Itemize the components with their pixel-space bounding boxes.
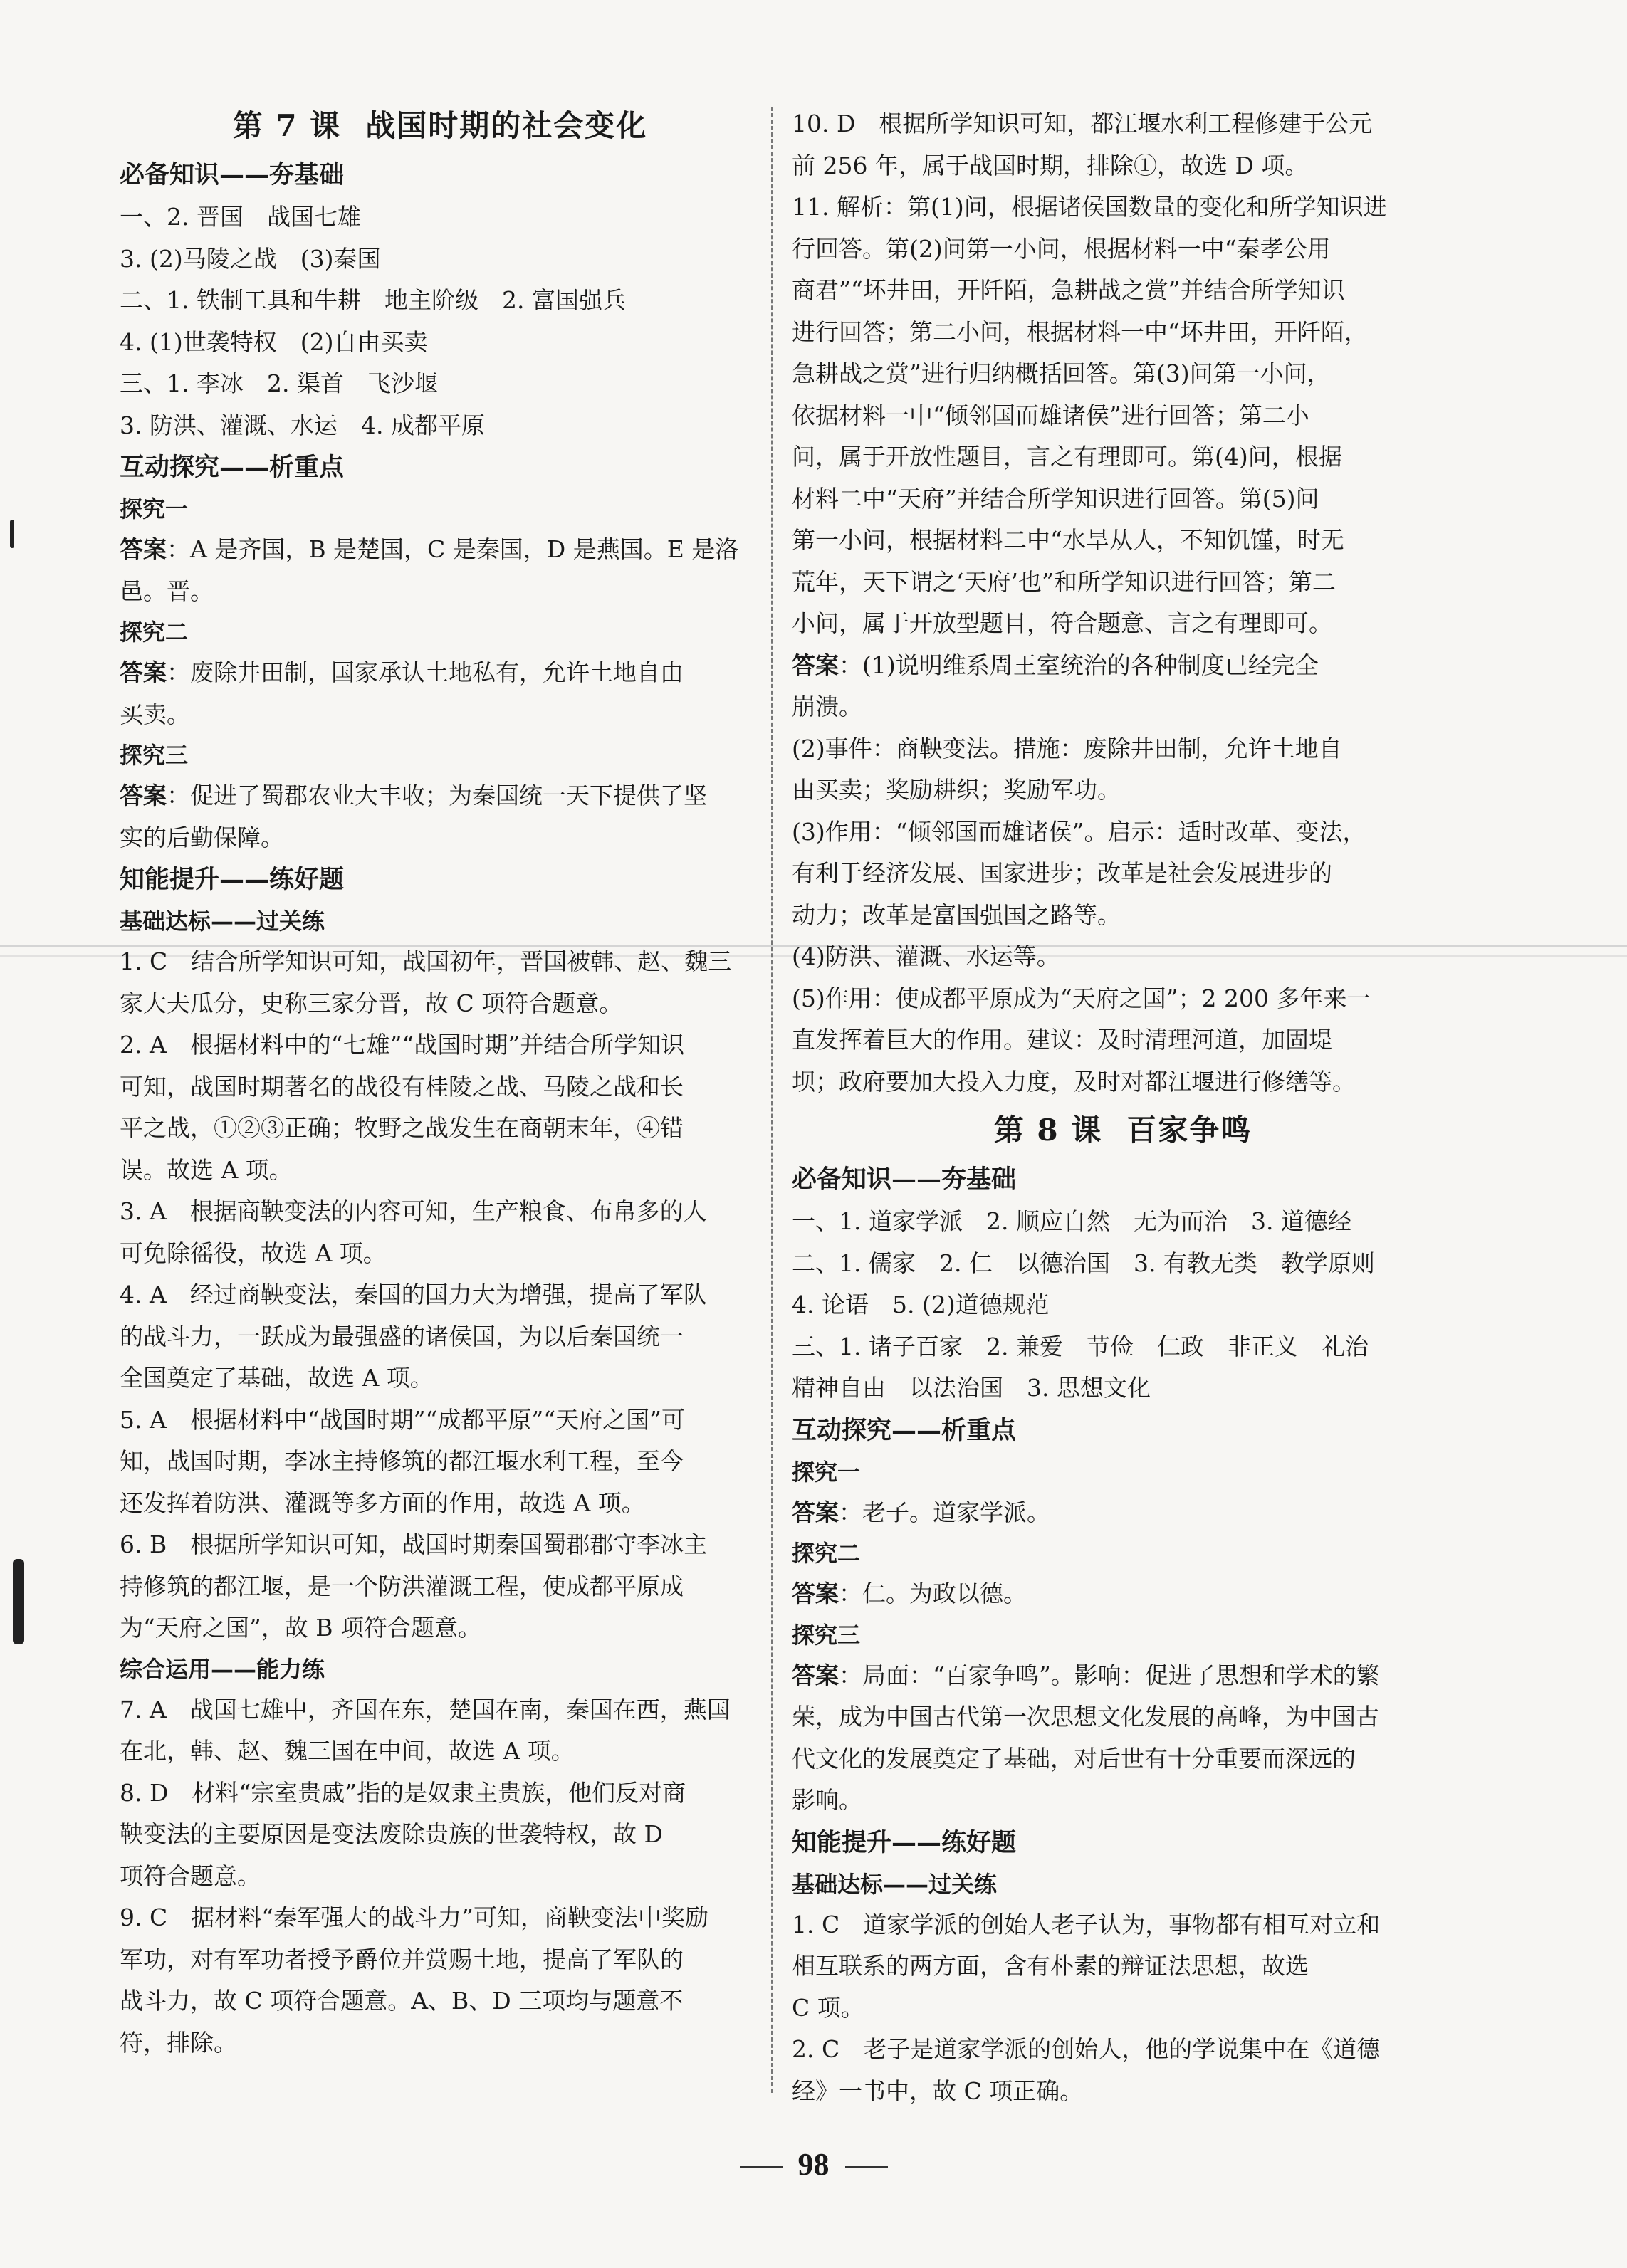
text-line: 代文化的发展奠定了基础，对后世有十分重要而深远的 xyxy=(792,1744,1356,1773)
text-line: 鞅变法的主要原因是变法废除贵族的世袭特权，故 D xyxy=(120,1820,663,1848)
page-number xyxy=(0,2146,1627,2183)
text-line: 精神自由 以法治国 3. 思想文化 xyxy=(792,1374,1151,1402)
column-divider xyxy=(771,107,773,2093)
text-line: 动力；改革是富国强国之路等。 xyxy=(792,901,1121,929)
text-line: 军功，对有军功者授予爵位并赏赐土地，提高了军队的 xyxy=(120,1945,684,1973)
answer-label: 答案 xyxy=(792,1580,839,1607)
text-line: 可知，战国时期著名的战役有桂陵之战、马陵之战和长 xyxy=(120,1072,684,1101)
text-line: 知，战国时期，李冰主持修筑的都江堰水利工程，至今 xyxy=(120,1447,684,1475)
text-line: 11. 解析：第(1)问，根据诸侯国数量的变化和所学知识进 xyxy=(792,193,1387,221)
text-line: (4)防洪、灌溉、水运等。 xyxy=(792,943,1060,970)
text-line: 坝；政府要加大投入力度，及时对都江堰进行修缮等。 xyxy=(792,1067,1356,1096)
text-line: 10. D 根据所学知识可知，都江堰水利工程修建于公元 xyxy=(792,110,1373,137)
text-line: 一、2. 晋国 战国七雄 xyxy=(120,203,361,231)
text-line: 二、1. 铁制工具和牛耕 地主阶级 2. 富国强兵 xyxy=(120,286,626,314)
subheading: 基础达标——过关练 xyxy=(120,908,325,935)
answer-line: 答案：仁。为政以德。 xyxy=(792,1580,1027,1607)
subheading: 探究三 xyxy=(120,742,189,769)
text-line: 可免除徭役，故选 A 项。 xyxy=(120,1239,387,1267)
section-heading: 知能提升——练好题 xyxy=(120,865,345,894)
text-line: C 项。 xyxy=(792,1993,864,2022)
left-column xyxy=(120,98,760,2064)
answer-line: 答案：促进了蜀郡农业大丰收；为秦国统一天下提供了坚 xyxy=(120,782,707,809)
text-line: 荒年，天下谓之‘天府’也”和所学知识进行回答；第二 xyxy=(792,567,1336,596)
binding-mark xyxy=(13,1559,24,1644)
lesson-7-title xyxy=(120,98,760,154)
text-line: 2. C 老子是道家学派的创始人，他的学说集中在《道德 xyxy=(792,2035,1381,2063)
text-line: 9. C 据材料“秦军强大的战斗力”可知，商鞅变法中奖励 xyxy=(120,1904,708,1931)
page-number-dash xyxy=(845,2166,888,2168)
text-line: 3. (2)马陵之战 (3)秦国 xyxy=(120,244,381,273)
text-line: (5)作用：使成都平原成为“天府之国”；2 200 多年来一 xyxy=(792,984,1371,1012)
text-line: 进行回答；第二小问，根据材料一中“坏井田，开阡陌， xyxy=(792,317,1368,346)
text-line: 1. C 道家学派的创始人老子认为，事物都有相互对立和 xyxy=(792,1910,1381,1938)
text-line: 买卖。 xyxy=(120,700,190,728)
text-line: 持修筑的都江堰，是一个防洪灌溉工程，使成都平原成 xyxy=(120,1572,684,1600)
answer-line: 答案：A 是齐国，B 是楚国，C 是秦国，D 是燕国。E 是洛 xyxy=(120,535,739,563)
text-line: 1. C 结合所学知识可知，战国初年，晋国被韩、赵、魏三 xyxy=(120,947,732,975)
text-line: 第一小问，根据材料二中“水旱从人，不知饥馑，时无 xyxy=(792,526,1344,554)
text-line: 7. A 战国七雄中，齐国在东，楚国在南，秦国在西，燕国 xyxy=(120,1695,731,1723)
text-line: 三、1. 诸子百家 2. 兼爱 节俭 仁政 非正义 礼治 xyxy=(792,1332,1369,1360)
lesson-8-title xyxy=(792,1103,1454,1158)
answer-line: 答案：局面：“百家争鸣”。影响：促进了思想和学术的繁 xyxy=(792,1661,1380,1689)
text-line: 8. D 材料“宗室贵戚”指的是奴隶主贵族，他们反对商 xyxy=(120,1778,686,1807)
answer-label: 答案 xyxy=(792,1498,839,1526)
section-heading: 必备知识——夯基础 xyxy=(120,160,345,189)
subheading: 综合运用——能力练 xyxy=(120,1655,325,1683)
text-line: 还发挥着防洪、灌溉等多方面的作用，故选 A 项。 xyxy=(120,1489,645,1517)
text-line: 误。故选 A 项。 xyxy=(120,1155,293,1184)
text-line: 4. 论语 5. (2)道德规范 xyxy=(792,1291,1050,1318)
answer-label: 答案 xyxy=(120,658,167,686)
answer-line: 答案：(1)说明维系周王室统治的各种制度已经完全 xyxy=(792,651,1319,679)
text-line: 有利于经济发展、国家进步；改革是社会发展进步的 xyxy=(792,859,1332,887)
subheading: 探究一 xyxy=(120,495,189,523)
lesson-name: 战国时期的社会变化 xyxy=(365,108,648,143)
text-line: 平之战，①②③正确；牧野之战发生在商朝末年，④错 xyxy=(120,1114,684,1142)
subheading: 基础达标——过关练 xyxy=(792,1870,998,1898)
text-line: 3. A 根据商鞅变法的内容可知，生产粮食、布帛多的人 xyxy=(120,1197,707,1225)
text-line: 问，属于开放性题目，言之有理即可。第(4)问，根据 xyxy=(792,443,1342,471)
lesson-number: 第 8 课 xyxy=(993,1113,1103,1148)
right-column xyxy=(792,103,1454,2112)
text-line: 依据材料一中“倾邻国而雄诸侯”进行回答；第二小 xyxy=(792,401,1309,429)
text-line: 崩溃。 xyxy=(792,693,862,720)
answer-label: 答案 xyxy=(120,782,167,809)
section-heading: 互动探究——析重点 xyxy=(792,1415,1017,1445)
page-number-dash xyxy=(740,2166,783,2168)
text-line: 由买卖；奖励耕织；奖励军功。 xyxy=(792,776,1121,804)
lesson-name: 百家争鸣 xyxy=(1126,1113,1252,1148)
text-line: 3. 防洪、灌溉、水运 4. 成都平原 xyxy=(120,411,485,439)
page-number-value: 98 xyxy=(797,2147,830,2182)
text-line: 经》一书中，故 C 项正确。 xyxy=(792,2077,1084,2105)
answer-line: 答案：老子。道家学派。 xyxy=(792,1498,1050,1526)
text-line: 三、1. 李冰 2. 渠首 飞沙堰 xyxy=(120,369,438,397)
text-line: 符，排除。 xyxy=(120,2028,237,2057)
text-line: 邑。晋。 xyxy=(120,577,214,605)
subheading: 探究二 xyxy=(792,1540,861,1567)
text-line: 荣，成为中国古代第一次思想文化发展的高峰，为中国古 xyxy=(792,1703,1379,1731)
binding-mark xyxy=(10,520,14,548)
text-line: 小问，属于开放型题目，符合题意、言之有理即可。 xyxy=(792,609,1332,637)
text-line: 商君”“坏井田，开阡陌，急耕战之赏”并结合所学知识 xyxy=(792,276,1345,304)
text-line: 在北，韩、赵、魏三国在中间，故选 A 项。 xyxy=(120,1737,575,1765)
answer-label: 答案 xyxy=(120,535,167,563)
text-line: 前 256 年，属于战国时期，排除①，故选 D 项。 xyxy=(792,151,1309,179)
text-line: 急耕战之赏”进行归纳概括回答。第(3)问第一小问， xyxy=(792,359,1331,387)
answer-label: 答案 xyxy=(792,651,839,679)
subheading: 探究一 xyxy=(792,1458,861,1486)
text-line: 行回答。第(2)问第一小问，根据材料一中“秦孝公用 xyxy=(792,234,1331,263)
text-line: 战斗力，故 C 项符合题意。A、B、D 三项均与题意不 xyxy=(120,1987,684,2015)
text-line: 二、1. 儒家 2. 仁 以德治国 3. 有教无类 教学原则 xyxy=(792,1249,1375,1277)
section-heading: 知能提升——练好题 xyxy=(792,1827,1017,1857)
section-heading: 必备知识——夯基础 xyxy=(792,1165,1017,1194)
text-line: 相互联系的两方面，含有朴素的辩证法思想，故选 xyxy=(792,1952,1309,1980)
text-line: 的战斗力，一跃成为最强盛的诸侯国，为以后秦国统一 xyxy=(120,1322,684,1350)
text-line: 材料二中“天府”并结合所学知识进行回答。第(5)问 xyxy=(792,484,1319,513)
answer-line: 答案：废除井田制，国家承认土地私有，允许土地自由 xyxy=(120,658,684,686)
answer-label: 答案 xyxy=(792,1661,839,1689)
text-line: 直发挥着巨大的作用。建议：及时清理河道，加固堤 xyxy=(792,1026,1332,1054)
subheading: 探究三 xyxy=(792,1621,861,1649)
text-line: 全国奠定了基础，故选 A 项。 xyxy=(120,1364,434,1392)
text-line: 为“天府之国”，故 B 项符合题意。 xyxy=(120,1614,481,1642)
text-line: 4. A 经过商鞅变法，秦国的国力大为增强，提高了军队 xyxy=(120,1281,707,1308)
text-line: 影响。 xyxy=(792,1786,862,1814)
text-line: 2. A 根据材料中的“七雄”“战国时期”并结合所学知识 xyxy=(120,1031,685,1059)
subheading: 探究二 xyxy=(120,619,189,646)
text-line: 4. (1)世袭特权 (2)自由买卖 xyxy=(120,327,428,356)
section-heading: 互动探究——析重点 xyxy=(120,453,345,482)
text-line: 5. A 根据材料中“战国时期”“成都平原”“天府之国”可 xyxy=(120,1405,686,1434)
text-line: 项符合题意。 xyxy=(120,1862,261,1890)
text-line: (3)作用：“倾邻国而雄诸侯”。启示：适时改革、变法， xyxy=(792,817,1366,846)
text-line: (2)事件：商鞅变法。措施：废除井田制，允许土地自 xyxy=(792,734,1342,762)
lesson-number: 第 7 课 xyxy=(232,108,342,143)
text-line: 一、1. 道家学派 2. 顺应自然 无为而治 3. 道德经 xyxy=(792,1207,1351,1235)
text-line: 家大夫瓜分，史称三家分晋，故 C 项符合题意。 xyxy=(120,989,623,1017)
text-line: 实的后勤保障。 xyxy=(120,823,284,851)
text-line: 6. B 根据所学知识可知，战国时期秦国蜀郡郡守李冰主 xyxy=(120,1531,708,1558)
